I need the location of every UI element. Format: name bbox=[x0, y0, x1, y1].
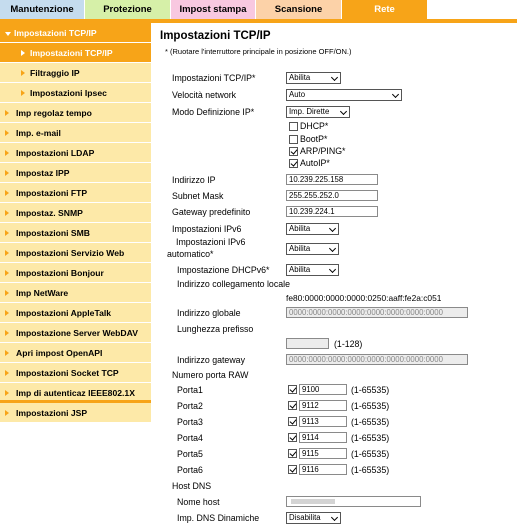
sidebar-item-label: Imp di autenticaz IEEE802.1X bbox=[16, 388, 135, 398]
triangle-right-icon bbox=[5, 230, 9, 236]
sidebar-item-tcpip-group[interactable] bbox=[0, 23, 151, 43]
sidebar-item-label: Imp NetWare bbox=[16, 288, 69, 298]
chevron-down-icon bbox=[340, 108, 347, 115]
ipv6-label: Impostazioni IPv6 bbox=[172, 224, 242, 234]
port3-label: Porta3 bbox=[177, 417, 203, 427]
tab-bar-filler bbox=[428, 0, 517, 19]
tcpip-select-value: Abilita bbox=[289, 73, 311, 82]
port3-range: (1-65535) bbox=[351, 417, 390, 427]
sidebar-item-label: Impostazioni SMB bbox=[16, 228, 91, 238]
triangle-right-icon bbox=[21, 90, 25, 96]
gateway6-input[interactable]: 0000:0000:0000:0000:0000:0000:0000:0000 bbox=[286, 354, 468, 365]
gateway-label: Gateway predefinito bbox=[172, 207, 251, 217]
sidebar-item-label: Impostazioni AppleTalk bbox=[16, 308, 112, 318]
subnet-label: Subnet Mask bbox=[172, 191, 224, 201]
triangle-right-icon bbox=[5, 290, 9, 296]
sidebar bbox=[0, 23, 151, 518]
sidebar-item-label: Filtraggio IP bbox=[30, 68, 80, 78]
sidebar-item-label: Impostazioni TCP/IP bbox=[30, 48, 113, 58]
triangle-right-icon bbox=[5, 270, 9, 276]
sidebar-item-label: Apri impost OpenAPI bbox=[16, 348, 103, 358]
triangle-right-icon bbox=[5, 310, 9, 316]
tab-protezione[interactable]: Protezione bbox=[85, 0, 171, 19]
chevron-down-icon bbox=[329, 266, 336, 273]
ip-address-label: Indirizzo IP bbox=[172, 175, 216, 185]
sidebar-item-ldap[interactable] bbox=[0, 143, 151, 163]
sidebar-item-label: Impostazioni TCP/IP bbox=[14, 28, 97, 38]
ipmode-select-value: Imp. Dirette bbox=[289, 107, 330, 116]
port6-range: (1-65535) bbox=[351, 465, 390, 475]
triangle-right-icon bbox=[5, 130, 9, 136]
sidebar-item-label: Impostazioni Socket TCP bbox=[16, 368, 119, 378]
ipv6-auto-label-line1: Impostazioni IPv6 bbox=[176, 237, 246, 247]
sidebar-item-netware[interactable] bbox=[0, 283, 151, 303]
bootp-label: BootP* bbox=[300, 134, 328, 144]
dhcpv6-select-value: Abilita bbox=[289, 265, 311, 274]
port6-checkbox[interactable] bbox=[288, 465, 297, 474]
arp-ping-label: ARP/PING* bbox=[300, 146, 346, 156]
global-address-label: Indirizzo globale bbox=[177, 308, 241, 318]
ipmode-label: Modo Definizione IP* bbox=[172, 107, 255, 117]
port4-input[interactable]: 9114 bbox=[299, 432, 347, 443]
port5-input[interactable]: 9115 bbox=[299, 448, 347, 459]
chevron-down-icon bbox=[392, 91, 399, 98]
sidebar-item-webdav[interactable] bbox=[0, 323, 151, 343]
tcpip-label: Impostazioni TCP/IP* bbox=[172, 73, 256, 83]
hostname-input[interactable] bbox=[286, 496, 421, 507]
chevron-down-icon bbox=[329, 225, 336, 232]
gateway-input[interactable]: 10.239.224.1 bbox=[286, 206, 378, 217]
triangle-right-icon bbox=[5, 330, 9, 336]
hostname-label: Nome host bbox=[177, 497, 220, 507]
triangle-right-icon bbox=[5, 370, 9, 376]
port5-range: (1-65535) bbox=[351, 449, 390, 459]
ipv6-select[interactable] bbox=[286, 223, 339, 235]
triangle-right-icon bbox=[5, 250, 9, 256]
chevron-down-icon bbox=[331, 74, 338, 81]
chevron-down-icon bbox=[329, 245, 336, 252]
port2-checkbox[interactable] bbox=[288, 401, 297, 410]
triangle-right-icon bbox=[5, 150, 9, 156]
ipv6-auto-label-line2: automatico* bbox=[167, 249, 214, 259]
triangle-right-icon bbox=[5, 350, 9, 356]
sidebar-item-label: Impostazioni JSP bbox=[16, 408, 88, 418]
port5-checkbox[interactable] bbox=[288, 449, 297, 458]
port3-checkbox[interactable] bbox=[288, 417, 297, 426]
restart-note: * (Ruotare l'interruttore principale in posizione OFF/ON.) bbox=[165, 47, 352, 56]
sidebar-item-label: Impostazione Server WebDAV bbox=[16, 328, 138, 338]
port2-range: (1-65535) bbox=[351, 401, 390, 411]
sidebar-item-ipp[interactable] bbox=[0, 163, 151, 183]
port6-label: Porta6 bbox=[177, 465, 203, 475]
triangle-right-icon bbox=[5, 390, 9, 396]
page-title: Impostazioni TCP/IP bbox=[160, 30, 271, 42]
sidebar-item-appletalk[interactable] bbox=[0, 303, 151, 323]
triangle-right-icon bbox=[5, 210, 9, 216]
sidebar-item-label: Impostaz. SNMP bbox=[16, 208, 83, 218]
triangle-right-icon bbox=[21, 50, 25, 56]
sidebar-item-label: Impostazioni LDAP bbox=[16, 148, 95, 158]
dynamic-dns-label: Imp. DNS Dinamiche bbox=[177, 513, 260, 523]
speed-select[interactable] bbox=[286, 89, 402, 101]
linklocal-label: Indirizzo collegamento locale bbox=[177, 279, 290, 289]
ipmode-select[interactable] bbox=[286, 106, 350, 118]
speed-label: Velocità network bbox=[172, 90, 237, 100]
dynamic-dns-select-value: Disabilita bbox=[289, 513, 321, 522]
dhcp-label: DHCP* bbox=[300, 121, 329, 131]
ip-address-input[interactable]: 10.239.225.158 bbox=[286, 174, 378, 185]
subnet-input[interactable]: 255.255.252.0 bbox=[286, 190, 378, 201]
sidebar-item-bonjour[interactable] bbox=[0, 263, 151, 283]
port4-checkbox[interactable] bbox=[288, 433, 297, 442]
triangle-right-icon bbox=[5, 170, 9, 176]
dhcpv6-label: Impostazione DHCPv6* bbox=[177, 265, 270, 275]
ipv6-auto-select[interactable] bbox=[286, 243, 339, 255]
ipv6-select-value: Abilita bbox=[289, 224, 311, 233]
triangle-right-icon bbox=[21, 70, 25, 76]
port6-input[interactable]: 9116 bbox=[299, 464, 347, 475]
main-panel bbox=[157, 23, 517, 523]
tab-impost-stampa[interactable]: Impost stampa bbox=[171, 0, 256, 19]
autoip-checkbox[interactable] bbox=[289, 159, 298, 168]
tab-manutenzione[interactable]: Manutenzione bbox=[0, 0, 85, 19]
raw-port-label: Numero porta RAW bbox=[172, 370, 249, 380]
tab-rete[interactable]: Rete bbox=[342, 0, 428, 19]
sidebar-item-openapi[interactable] bbox=[0, 343, 151, 363]
arp-ping-checkbox[interactable] bbox=[289, 147, 298, 156]
sidebar-item-socket-tcp[interactable] bbox=[0, 363, 151, 383]
port4-label: Porta4 bbox=[177, 433, 203, 443]
sidebar-item-label: Impostazioni Ipsec bbox=[30, 88, 107, 98]
linklocal-value: fe80:0000:0000:0000:0250:aaff:fe2a:c051 bbox=[286, 293, 442, 303]
prefix-length-label: Lunghezza prefisso bbox=[177, 324, 254, 334]
tab-scansione[interactable]: Scansione bbox=[256, 0, 342, 19]
autoip-label: AutoIP* bbox=[300, 158, 330, 168]
sidebar-item-jsp[interactable] bbox=[0, 403, 151, 423]
port5-label: Porta5 bbox=[177, 449, 203, 459]
sidebar-item-label: Impostazioni Bonjour bbox=[16, 268, 104, 278]
bootp-checkbox[interactable] bbox=[289, 135, 298, 144]
sidebar-bottom-rule bbox=[0, 400, 151, 403]
port2-label: Porta2 bbox=[177, 401, 203, 411]
sidebar-item-label: Imp. e-mail bbox=[16, 128, 61, 138]
sidebar-item-label: Impostazioni Servizio Web bbox=[16, 248, 125, 258]
tcpip-select[interactable] bbox=[286, 72, 341, 84]
prefix-length-input[interactable] bbox=[286, 338, 329, 349]
sidebar-item-email[interactable] bbox=[0, 123, 151, 143]
prefix-range: (1-128) bbox=[334, 339, 363, 349]
port1-label: Porta1 bbox=[177, 385, 203, 395]
top-tab-bar bbox=[0, 0, 517, 20]
port1-input[interactable]: 9100 bbox=[299, 384, 347, 395]
triangle-down-icon bbox=[5, 32, 11, 36]
global-address-input[interactable]: 0000:0000:0000:0000:0000:0000:0000:0000 bbox=[286, 307, 468, 318]
sidebar-item-tcpip[interactable] bbox=[0, 43, 151, 63]
sidebar-item-snmp[interactable] bbox=[0, 203, 151, 223]
sidebar-item-servizio-web[interactable] bbox=[0, 243, 151, 263]
dns-host-label: Host DNS bbox=[172, 481, 212, 491]
sidebar-item-ftp[interactable] bbox=[0, 183, 151, 203]
port4-range: (1-65535) bbox=[351, 433, 390, 443]
dynamic-dns-select[interactable] bbox=[286, 512, 341, 524]
sidebar-item-label: Impostaz IPP bbox=[16, 168, 70, 178]
triangle-right-icon bbox=[5, 190, 9, 196]
hostname-redacted bbox=[291, 499, 335, 504]
dhcp-checkbox[interactable] bbox=[289, 122, 298, 131]
ipv6-auto-select-value: Abilita bbox=[289, 244, 311, 253]
port1-checkbox[interactable] bbox=[288, 385, 297, 394]
gateway6-label: Indirizzo gateway bbox=[177, 355, 245, 365]
sidebar-item-label: Impostazioni FTP bbox=[16, 188, 88, 198]
speed-select-value: Auto bbox=[289, 90, 306, 99]
port1-range: (1-65535) bbox=[351, 385, 390, 395]
sidebar-item-tempo[interactable] bbox=[0, 103, 151, 123]
sidebar-item-ipsec[interactable] bbox=[0, 83, 151, 103]
port2-input[interactable]: 9112 bbox=[299, 400, 347, 411]
triangle-right-icon bbox=[5, 110, 9, 116]
triangle-right-icon bbox=[5, 410, 9, 416]
sidebar-item-label: Imp regolaz tempo bbox=[16, 108, 92, 118]
port3-input[interactable]: 9113 bbox=[299, 416, 347, 427]
sidebar-item-filtraggio-ip[interactable] bbox=[0, 63, 151, 83]
sidebar-item-smb[interactable] bbox=[0, 223, 151, 243]
dhcpv6-select[interactable] bbox=[286, 264, 339, 276]
